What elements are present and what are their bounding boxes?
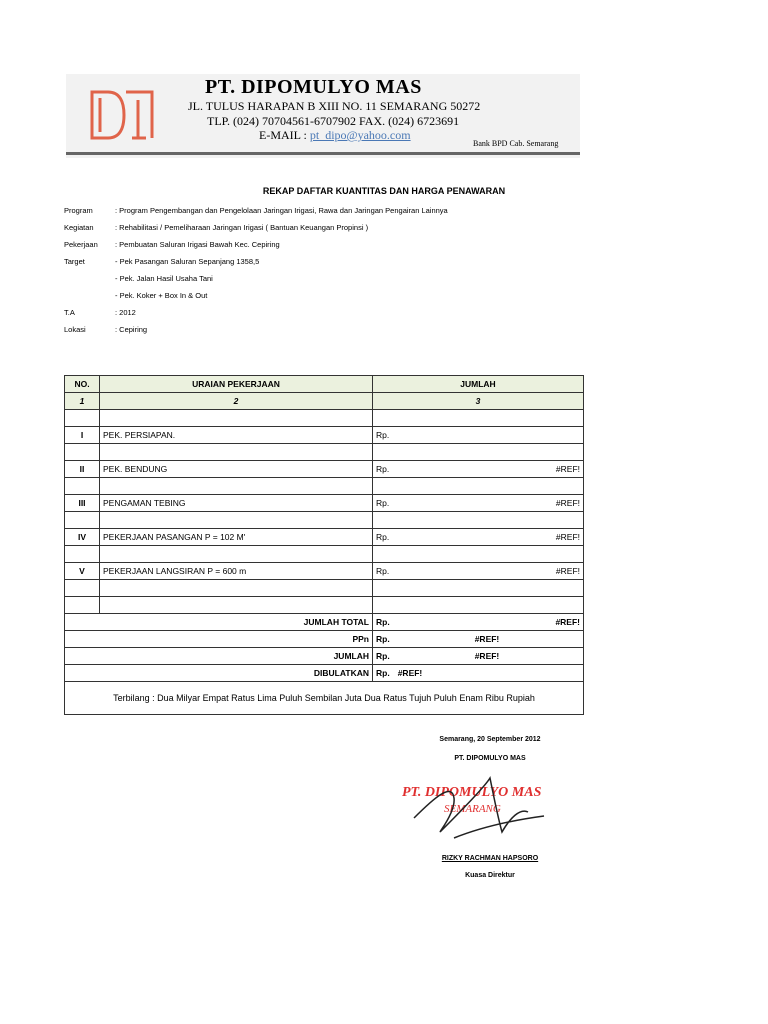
info-value: : 2012 [115, 308, 136, 317]
column-number-row [65, 393, 584, 410]
row-jumlah [373, 563, 584, 580]
stamp-text-company: PT. DIPOMULYO MAS [402, 785, 542, 800]
info-key: Lokasi [64, 325, 86, 334]
letterhead-divider [66, 152, 580, 155]
info-value: - Pek. Jalan Hasil Usaha Tani [115, 274, 213, 283]
colnum-uraian: 2 [100, 393, 373, 410]
company-name: PT. DIPOMULYO MAS [205, 76, 422, 98]
table-row [65, 461, 584, 478]
company-logo [86, 86, 158, 144]
info-line [64, 291, 207, 300]
bank-info: Bank BPD Cab. Semarang [473, 139, 559, 148]
row-no: III [65, 495, 100, 512]
row-rp: Rp. [376, 566, 390, 576]
info-line [64, 240, 280, 249]
row-value: #REF! [555, 498, 580, 508]
info-value: : Rehabilitasi / Pemeliharaan Jaringan Irigasi ( Bantuan Keuangan Propinsi ) [115, 223, 369, 232]
summary-rp: Rp. [376, 617, 390, 627]
info-key: T.A [64, 308, 75, 317]
row-rp: Rp. [376, 532, 390, 542]
info-line [64, 274, 213, 283]
row-uraian: PEKERJAAN PASANGAN P = 102 M' [100, 529, 373, 546]
summary-label: DIBULATKAN [65, 665, 373, 682]
signer-name: RIZKY RACHMAN HAPSORO [441, 855, 539, 862]
row-no: V [65, 563, 100, 580]
summary-row [65, 648, 584, 665]
colnum-jumlah: 3 [373, 393, 584, 410]
row-rp: Rp. [376, 430, 390, 440]
info-line [64, 325, 147, 334]
blank-row [65, 597, 584, 614]
summary-jumlah [373, 614, 584, 631]
info-key: Target [64, 257, 85, 266]
summary-row [65, 631, 584, 648]
summary-jumlah [373, 665, 584, 682]
summary-label: JUMLAH [65, 648, 373, 665]
terbilang-text: Terbilang : Dua Milyar Empat Ratus Lima Puluh Sembilan Juta Dua Ratus Tujuh Puluh Enam Ribu Rupiah [65, 682, 584, 715]
place-date: Semarang, 20 September 2012 [439, 736, 541, 743]
info-line [64, 206, 448, 215]
info-value: - Pek Pasangan Saluran Sepanjang 1358,5 [115, 257, 260, 266]
header-no: NO. [65, 376, 100, 393]
summary-row [65, 665, 584, 682]
row-no: I [65, 427, 100, 444]
summary-jumlah [373, 648, 584, 665]
company-phone: TLP. (024) 70704561-6707902 FAX. (024) 6723691 [207, 114, 460, 128]
info-line [64, 308, 136, 317]
table-row [65, 563, 584, 580]
terbilang-row [65, 682, 584, 715]
summary-label: PPn [65, 631, 373, 648]
summary-row [65, 614, 584, 631]
blank-row [65, 546, 584, 563]
info-key: Program [64, 206, 93, 215]
blank-row [65, 580, 584, 597]
info-line [64, 223, 368, 232]
row-jumlah [373, 461, 584, 478]
email-link[interactable]: pt_dipo@yahoo.com [309, 128, 411, 142]
row-uraian: PEKERJAAN LANGSIRAN P = 600 m [100, 563, 373, 580]
row-rp: Rp. [376, 498, 390, 508]
header-uraian: URAIAN PEKERJAAN [100, 376, 373, 393]
row-uraian: PEK. PERSIAPAN. [100, 427, 373, 444]
document-title: REKAP DAFTAR KUANTITAS DAN HARGA PENAWARAN [262, 186, 506, 196]
summary-value: #REF! [555, 617, 580, 627]
row-value: #REF! [555, 532, 580, 542]
stamp-text-city: SEMARANG [444, 803, 501, 815]
header-jumlah: JUMLAH [373, 376, 584, 393]
summary-rp: Rp. [376, 651, 390, 661]
blank-row [65, 478, 584, 495]
row-rp: Rp. [376, 464, 390, 474]
info-key: Kegiatan [64, 223, 94, 232]
row-value: #REF! [555, 566, 580, 576]
summary-value: #REF! [474, 634, 500, 644]
info-value: - Pek. Koker + Box In & Out [115, 291, 208, 300]
info-line [64, 257, 259, 266]
row-no: II [65, 461, 100, 478]
quantity-price-table [64, 375, 584, 715]
summary-value: #REF! [474, 651, 500, 661]
summary-value: #REF! [397, 668, 423, 678]
signer-position: Kuasa Direktur [465, 872, 515, 879]
blank-row [65, 444, 584, 461]
info-value: : Cepiring [115, 325, 148, 334]
row-jumlah [373, 427, 584, 444]
blank-row [65, 410, 584, 427]
row-jumlah [373, 529, 584, 546]
colnum-no: 1 [65, 393, 100, 410]
table-row [65, 427, 584, 444]
info-value: : Program Pengembangan dan Pengelolaan Jaringan Irigasi, Rawa dan Jaringan Pengairan Lainnya [115, 206, 448, 215]
table-row [65, 529, 584, 546]
row-uraian: PEK. BENDUNG [100, 461, 373, 478]
summary-label: JUMLAH TOTAL [65, 614, 373, 631]
company-email [259, 128, 411, 143]
company-stamp-signature [394, 768, 584, 850]
summary-rp: Rp. [376, 634, 390, 644]
row-no: IV [65, 529, 100, 546]
row-value: #REF! [555, 464, 580, 474]
table-row [65, 495, 584, 512]
email-label: E-MAIL : [259, 128, 310, 142]
table-header-row [65, 376, 584, 393]
summary-rp: Rp. [376, 668, 390, 678]
company-address: JL. TULUS HARAPAN B XIII NO. 11 SEMARANG 50272 [188, 99, 481, 113]
blank-row [65, 512, 584, 529]
summary-jumlah [373, 631, 584, 648]
info-value: : Pembuatan Saluran Irigasi Bawah Kec. Cepiring [115, 240, 280, 249]
row-uraian: PENGAMAN TEBING [100, 495, 373, 512]
row-jumlah [373, 495, 584, 512]
info-key: Pekerjaan [64, 240, 98, 249]
signature-company: PT. DIPOMULYO MAS [454, 755, 526, 762]
